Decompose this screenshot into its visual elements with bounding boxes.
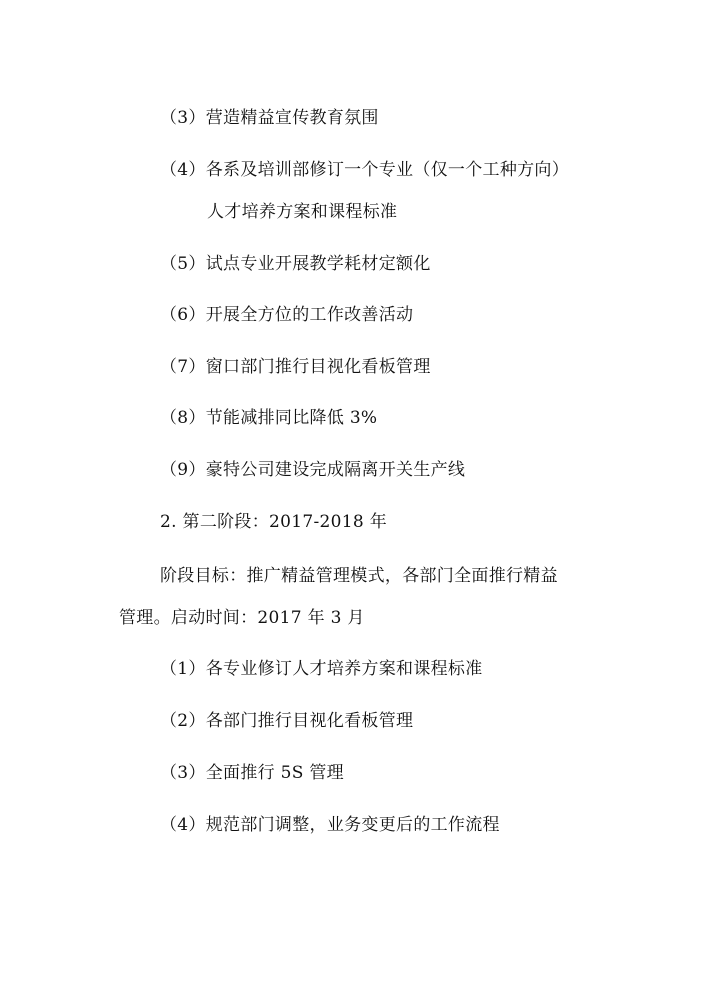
list-item-stage2-2: （2）各部门推行目视化看板管理 [160, 711, 414, 731]
list-item-stage1-9: （9）豪特公司建设完成隔离开关生产线 [160, 460, 466, 480]
list-item-stage2-3: （3）全面推行 5S 管理 [160, 763, 344, 783]
list-item-stage1-4: （4）各系及培训部修订一个专业（仅一个工种方向） [160, 160, 570, 180]
list-item-stage2-1: （1）各专业修订人才培养方案和课程标准 [160, 659, 483, 679]
list-item-stage2-4: （4）规范部门调整，业务变更后的工作流程 [160, 815, 500, 835]
list-item-stage1-5: （5）试点专业开展教学耗材定额化 [160, 254, 431, 274]
list-item-stage1-7: （7）窗口部门推行目视化看板管理 [160, 357, 431, 377]
list-item-stage1-4-continuation: 人才培养方案和课程标准 [207, 202, 398, 222]
stage2-goal-paragraph: 阶段目标：推广精益管理模式，各部门全面推行精益 [160, 566, 558, 586]
list-item-stage1-3: （3）营造精益宣传教育氛围 [160, 108, 379, 128]
list-item-stage1-8: （8）节能减排同比降低 3% [160, 408, 378, 428]
section-heading-stage2: 2. 第二阶段：2017-2018 年 [160, 512, 387, 532]
list-item-stage1-6: （6）开展全方位的工作改善活动 [160, 305, 414, 325]
stage2-goal-paragraph-continuation: 管理。启动时间：2017 年 3 月 [119, 608, 365, 628]
